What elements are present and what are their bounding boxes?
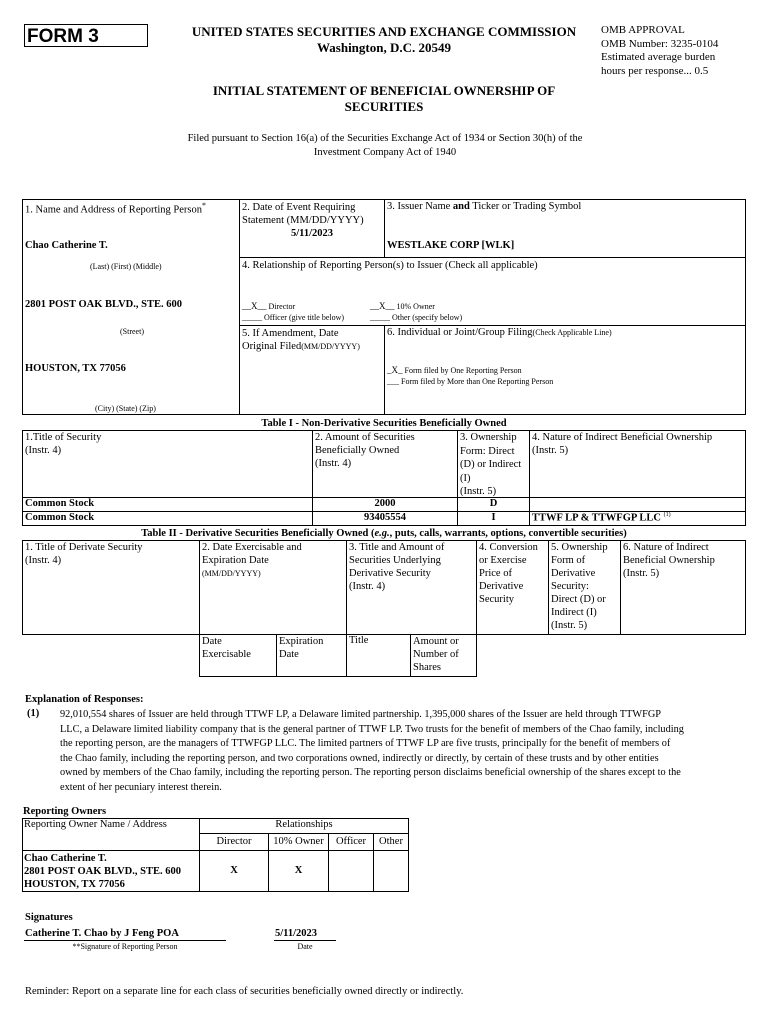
t2-sub-title: Title	[349, 635, 369, 646]
name-sublabel: (Last) (First) (Middle)	[90, 262, 162, 271]
t1-col-amount: 2. Amount of Securities Beneficially Owned (Instr. 4)	[315, 432, 415, 469]
box1-footnote: *	[202, 201, 207, 210]
footnote-label: (1)	[27, 708, 40, 719]
t1-col-ownership: 3. Ownership Form: Direct (D) or Indirect (I) (Instr. 5)	[460, 432, 522, 497]
reminder-text: Reminder: Report on a separate line for each class of securities beneficially owned directly or indirectly.	[25, 986, 464, 997]
col-other: Other	[379, 836, 403, 847]
street-sublabel: (Street)	[120, 327, 144, 336]
other-checkbox: _____ Other (specify below)	[370, 313, 463, 322]
relationships-header: Relationships	[275, 819, 333, 830]
agency-name: UNITED STATES SECURITIES AND EXCHANGE COMMISSION	[191, 24, 577, 39]
signature-date: 5/11/2023	[275, 928, 318, 939]
owner-address: Chao Catherine T. 2801 POST OAK BLVD., STE. 600 HOUSTON, TX 77056	[24, 853, 181, 890]
t1-row1-form: D	[489, 498, 498, 509]
footnote-ref[interactable]: (1)	[663, 512, 671, 518]
reporting-person-street: 2801 POST OAK BLVD., STE. 600	[25, 299, 182, 310]
box5-label: 5. If Amendment, Date Original Filed(MM/DD/YYYY)	[242, 328, 360, 352]
filed-pursuant-2: Investment Company Act of 1940	[313, 147, 457, 158]
t1-col-title: 1.Title of Security (Instr. 4)	[25, 432, 102, 456]
col-director: Director	[216, 836, 252, 847]
ten-percent-owner-checkbox: __X__ 10% Owner	[370, 301, 435, 311]
box2-label: 2. Date of Event Requiring Statement (MM/DD/YYYY)	[242, 202, 364, 226]
t1-row2-nature: TTWF LP & TTWFGP LLC $^{(1)}$	[532, 512, 671, 524]
table2-title: Table II - Derivative Securities Beneficially Owned (e.g., puts, calls, warrants, options, convertible securities)	[141, 528, 627, 539]
filed-pursuant: Filed pursuant to Section 16(a) of the Securities Exchange Act of 1934 or Section 30(h) of the	[187, 133, 583, 144]
signature-line-label: **Signature of Reporting Person	[24, 940, 226, 951]
t2-col-title: 1. Title of Derivate Security (Instr. 4)	[25, 542, 143, 566]
form-number: FORM 3	[24, 24, 148, 47]
t2-sub-exercisable: Date Exercisable	[202, 636, 251, 660]
omb-burden: Estimated average burden	[601, 51, 716, 63]
reporting-owners-heading: Reporting Owners	[23, 806, 107, 817]
form-title-2: SECURITIES	[344, 99, 424, 114]
t2-col-underlying: 3. Title and Amount of Securities Underlying Derivative Security (Instr. 4)	[349, 542, 445, 592]
box1-label: 1. Name and Address of Reporting Person*	[25, 201, 207, 216]
group-filing: ___ Form filed by More than One Reporting Person	[387, 377, 554, 386]
event-date: 5/11/2023	[290, 228, 333, 239]
issuer-name: WESTLAKE CORP [WLK]	[387, 240, 515, 251]
t1-row2-amount: 93405554	[364, 512, 406, 523]
footnote-text: 92,010,554 shares of Issuer are held through TTWF LP, a Delaware limited partnership. 1,395,000 shares of the Issuer are held through TTWFGP LLC, a Delaware limited liability company that is the general partner of TTWF LP. Two trusts for the benefit of members of the Chao family, including the reporting person, are the managers of TTWFGP LLC. The limited partners of TTWF LP are five trusts, principally for the benefit of members of the Chao family, including the reporting person, and two corporations owned, indirectly or directly, by certain of these trusts and by other entities owned by members of the Chao family, including the reporting person. The reporting person disclaims beneficial ownership of the shares except to the extent of her pecuniary interest therein.	[60, 709, 684, 793]
col-officer: Officer	[335, 836, 367, 847]
table1-title: Table I - Non-Derivative Securities Beneficially Owned	[261, 418, 507, 429]
omb-hours: hours per response... 0.5	[601, 64, 709, 77]
reporting-person-city: HOUSTON, TX 77056	[25, 363, 126, 374]
t2-col-ownership: 5. Ownership Form of Derivative Security: Direct (D) or Indirect (I) (Instr. 5)	[551, 542, 608, 631]
city-sublabel: (City) (State) (Zip)	[95, 404, 156, 413]
box3-label: 3. Issuer Name and Ticker or Trading Symbol	[387, 201, 582, 212]
t2-col-nature: 6. Nature of Indirect Beneficial Ownership (Instr. 5)	[623, 542, 715, 579]
table-row: Common Stock	[25, 512, 95, 523]
box4-label: 4. Relationship of Reporting Person(s) to Issuer (Check all applicable)	[242, 260, 538, 271]
director-checkbox: __X__ Director	[242, 301, 296, 311]
t1-col-nature: 4. Nature of Indirect Beneficial Ownership (Instr. 5)	[532, 432, 713, 456]
omb-number: OMB Number: 3235-0104	[601, 37, 719, 50]
officer-checkbox: _____ Officer (give title below)	[242, 313, 345, 322]
signature-name: Catherine T. Chao by J Feng POA	[25, 928, 179, 939]
date-line-label: Date	[274, 940, 336, 951]
agency-address: Washington, D.C. 20549	[317, 40, 451, 55]
col-ten-pct: 10% Owner	[273, 836, 324, 847]
t2-col-date: 2. Date Exercisable and Expiration Date (MM/DD/YYYY)	[202, 542, 302, 578]
reporting-person-name: Chao Catherine T.	[25, 240, 108, 251]
owner-director-mark: X	[230, 865, 238, 876]
t2-sub-expiration: Expiration Date	[279, 636, 324, 660]
t1-row2-form: I	[491, 512, 496, 523]
t2-sub-amount: Amount or Number of Shares	[413, 636, 459, 673]
owner-ten-pct-mark: X	[294, 865, 303, 876]
t2-col-conversion: 4. Conversion or Exercise Price of Derivative Security	[479, 542, 538, 605]
owner-name-header: Reporting Owner Name / Address	[24, 819, 167, 830]
omb-title: OMB APPROVAL	[601, 24, 685, 36]
table-row: Common Stock	[25, 498, 95, 509]
omb-approval	[601, 24, 718, 78]
t1-row1-amount: 2000	[374, 498, 396, 509]
form-title: INITIAL STATEMENT OF BENEFICIAL OWNERSHIP OF	[212, 83, 556, 98]
signatures-heading: Signatures	[25, 912, 73, 923]
one-person-filing: _X_ Form filed by One Reporting Person	[387, 365, 522, 375]
explanation-heading: Explanation of Responses:	[25, 694, 144, 705]
box6-label: 6. Individual or Joint/Group Filing(Check Applicable Line)	[387, 327, 612, 338]
